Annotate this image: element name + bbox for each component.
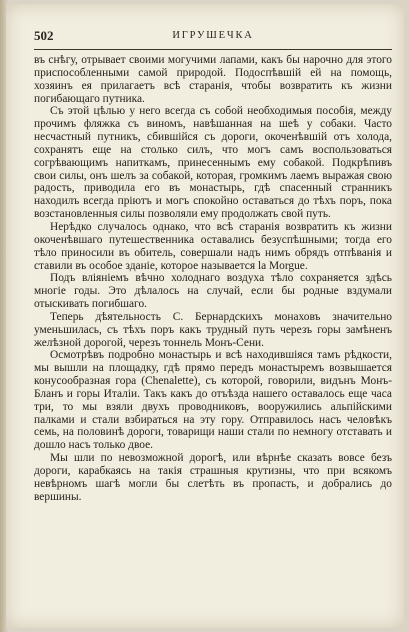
paragraph: Мы шли по невозможной дорогѣ, или вѣрнѣе сказать вовсе безъ дороги, карабкаясь на такія страшныя крутизны, что при всякомъ невѣрномъ шагѣ могли бы слетѣть въ пропасть, и добрались до вершины. <box>34 452 392 503</box>
paragraph: Теперь дѣятельность С. Бернардскихъ монаховъ значительно уменьшилась, съ тѣхъ поръ какъ трудный путь черезъ горы замѣненъ желѣзной дорогой, черезъ тоннель Монъ-Сени. <box>34 310 392 349</box>
page-number: 502 <box>34 28 54 43</box>
body-text <box>34 54 392 504</box>
paragraph: Подъ вліяніемъ вѣчно холоднаго воздуха тѣло сохраняется здѣсь многіе годы. Это дѣлалось на случай, если бы родные вздумали отыскивать погибшаго. <box>34 272 392 311</box>
paragraph: Нерѣдко случалось однако, что всѣ старанія возвратить къ жизни окоченѣвшаго путешественника оставались безуспѣшными; тогда его тѣло приносили въ обитель, совершали надъ нимъ обрядъ отпѣванія и ставили въ особое зданіе, которое называется la Morgue. <box>34 220 392 272</box>
paragraph: Съ этой цѣлью у него всегда съ собой необходимыя пособія, между прочимъ фляжка съ виномъ, навѣшанная на шеѣ у собаки. Часто несчастный путникъ, сбившійся съ дороги, окоченѣвшій отъ холода, сохранятъ еще на столько силъ, что могъ самъ воспользоваться согрѣвающимъ напиткамъ, принесеннымъ ему собакой. Подкрѣпивъ свои силы, онъ шелъ за собакой, которая, громкимъ лаемъ выражая свою радость, приводила его въ монастырь, гдѣ спасенный странникъ находилъ всегда пріютъ и могъ спокойно оставаться до тѣхъ поръ, пока возстановленныя силы позволяли ему продолжать свой путь. <box>34 105 392 221</box>
header-rule <box>34 49 392 50</box>
book-page <box>6 4 404 628</box>
page-header <box>34 28 392 46</box>
running-title: ИГРУШЕЧКА <box>172 30 254 41</box>
paragraph: Осмотрѣвъ подробно монастырь и всѣ находившіяся тамъ рѣдкости, мы вышли на площадку, гдѣ прямо передъ монастыремъ возвышается конусообразная гора (Chenalette), съ которой, говорили, видънъ Монъ-Бланъ и горы Италіи. Такъ какъ до отъѣзда нашего оставалось еще часа три, то мы взяли двухъ проводниковъ, вооружились альпійскими палками и стали взбираться на эту гору. Отправилось насъ человѣкъ семь, на половинѣ дороги, товарищи наши стали по немногу отставать и дошло насъ только двое. <box>34 349 392 452</box>
paragraph-continued: въ снѣгу, отрывает своими могучими лапами, какъ бы нарочно для этого приспособленными самой природой. Подоспѣвшій ей на помощь, хозяинъ ея прилагаетъ всѣ старанія, чтобы возвратить къ жизни погибающаго путника. <box>34 54 392 105</box>
